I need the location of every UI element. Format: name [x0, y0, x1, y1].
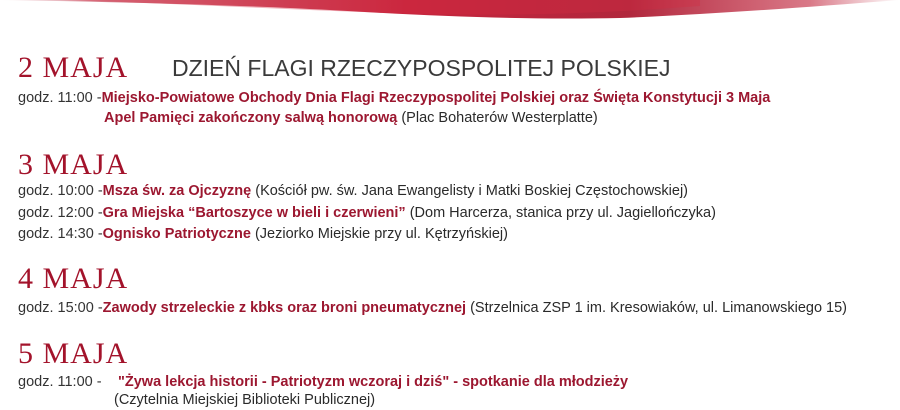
day-heading-2-maja: 2 MAJA: [18, 51, 129, 84]
event-row: [104, 108, 598, 128]
event-place: (Czytelnia Miejskiej Biblioteki Publicznej): [114, 392, 376, 408]
event-row: [18, 88, 770, 108]
event-time: godz. 11:00 -: [18, 374, 102, 390]
event-name: Ognisko Patriotyczne: [102, 226, 251, 242]
day-heading-5-maja: 5 MAJA: [18, 337, 129, 370]
event-name: "Żywa lekcja historii - Patriotyzm wczoraj i dziś" - spotkanie dla młodzieży: [118, 374, 629, 390]
day-heading-3-maja: 3 MAJA: [18, 148, 129, 181]
event-time: godz. 10:00 -: [18, 183, 103, 199]
event-row: [18, 224, 508, 244]
event-row: [114, 390, 375, 410]
event-place: (Strzelnica ZSP 1 im. Kresowiaków, ul. Limanowskiego 15): [466, 300, 847, 316]
event-name: Apel Pamięci zakończony salwą honorową: [104, 110, 398, 126]
flag-banner-decoration: [0, 0, 900, 30]
event-row: [18, 203, 716, 223]
event-time: godz. 12:00 -: [18, 205, 103, 221]
event-time: godz. 15:00 -: [18, 300, 103, 316]
event-time: godz. 14:30 -: [18, 226, 103, 242]
flag-wave-graphic: [0, 0, 900, 30]
event-place: (Jeziorko Miejskie przy ul. Kętrzyńskiej): [250, 226, 508, 242]
event-time: godz. 11:00 -: [18, 90, 102, 106]
day-title-flag-day: DZIEŃ FLAGI RZECZYPOSPOLITEJ POLSKIEJ: [172, 55, 671, 81]
event-place: (Kościół pw. św. Jana Ewangelisty i Matki Boskiej Częstochowskiej): [251, 183, 688, 199]
event-name: Msza św. za Ojczyznę: [102, 183, 252, 199]
day-heading-4-maja: 4 MAJA: [18, 262, 129, 295]
event-place: (Dom Harcerza, stanica przy ul. Jagiellończyka): [405, 205, 716, 221]
event-row: [18, 181, 688, 201]
event-row: [18, 372, 628, 392]
event-name: Zawody strzeleckie z kbks oraz broni pneumatycznej: [102, 300, 467, 316]
event-name: Gra Miejska “Bartoszyce w bieli i czerwieni”: [102, 205, 406, 221]
event-name: Miejsko-Powiatowe Obchody Dnia Flagi Rzeczypospolitej Polskiej oraz Święta Konstytucji 3 Maja: [101, 90, 771, 106]
event-row: [18, 298, 847, 318]
event-place: (Plac Bohaterów Westerplatte): [397, 110, 598, 126]
